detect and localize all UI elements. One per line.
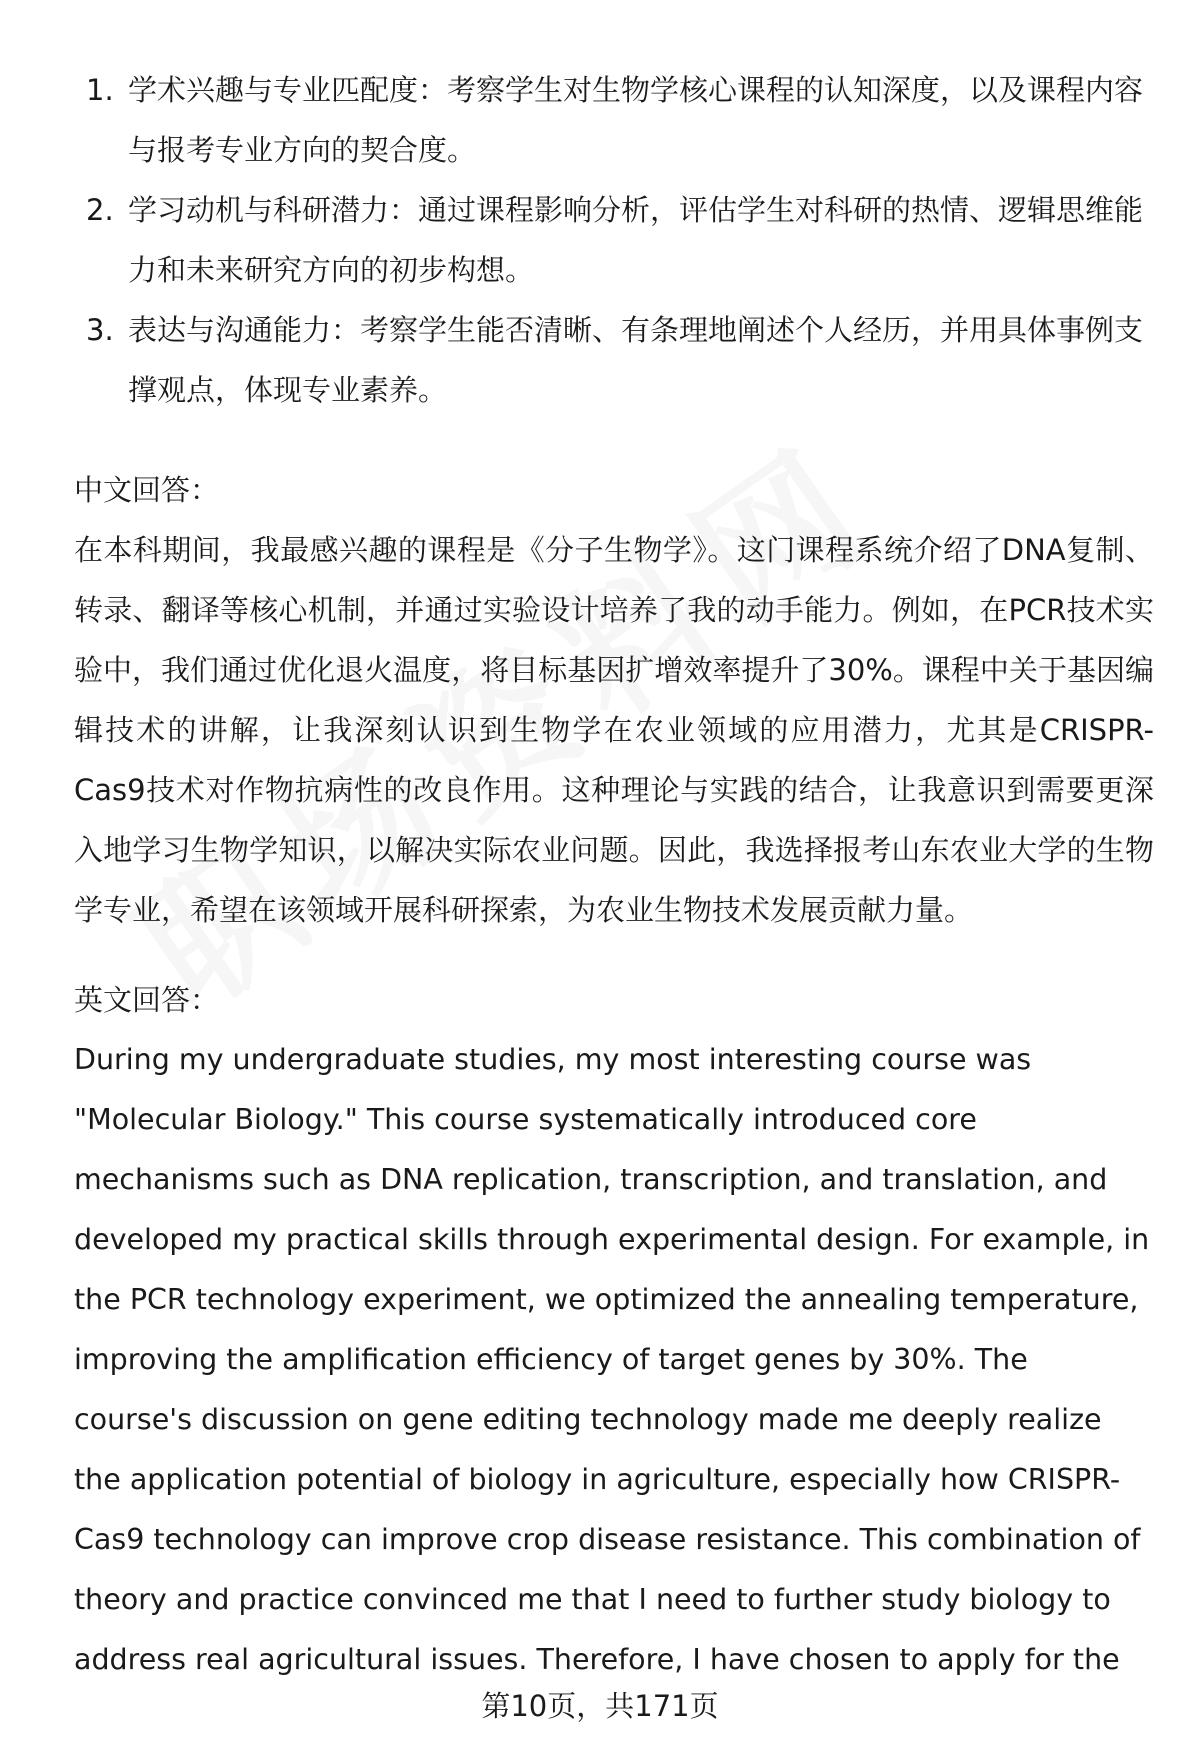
evaluation-criteria-list [74,60,1154,420]
list-item [74,180,1154,300]
list-item-number: 1. [86,73,114,107]
list-item [74,300,1154,420]
list-item-text: 学习动机与科研潜力：通过课程影响分析，评估学生对科研的热情、逻辑思维能力和未来研究方向的初步构想。 [128,193,1144,287]
list-item [74,60,1154,180]
page-content [74,60,1154,1690]
chinese-answer-label: 中文回答： [74,473,220,507]
list-item-text: 表达与沟通能力：考察学生能否清晰、有条理地阐述个人经历，并用具体事例支撑观点，体现专业素养。 [128,313,1144,407]
list-item-number: 2. [86,193,114,227]
page-number: 第10页，共171页 [481,1689,719,1723]
chinese-answer-text: 在本科期间，我最感兴趣的课程是《分子生物学》。这门课程系统介绍了DNA复制、转录、翻译等核心机制，并通过实验设计培养了我的动手能力。例如，在PCR技术实验中，我们通过优化退火温度，将目标基因扩增效率提升了30%。课程中关于基因编辑技术的讲解，让我深刻认识到生物学在农业领域的应用潜力，尤其是CRISPR-Cas9技术对作物抗病性的改良作用。这种理论与实践的结合，让我意识到需要更深入地学习生物学知识，以解决实际农业问题。因此，我选择报考山东农业大学的生物学专业，希望在该领域开展科研探索，为农业生物技术发展贡献力量。 [74,533,1154,927]
list-item-text: 学术兴趣与专业匹配度：考察学生对生物学核心课程的认知深度，以及课程内容与报考专业方向的契合度。 [128,73,1144,167]
english-answer-text: During my undergraduate studies, my most interesting course was "Molecular Biology." This course systematically introduced core mechanisms such as DNA replication, transcription, and translation, and developed my practical skills through experimental design. For example, in the PCR technology experiment, we optimized the annealing temperature, improving the amplification efficiency of target genes by 30%. The course's discussion on gene editing technology made me deeply realize the application potential of biology in agriculture, especially how CRISPR-Cas9 technology can improve crop disease resistance. This combination of theory and practice convinced me that I need to further study biology to address real agricultural issues. Therefore, I have chosen to apply for the [74,1043,1150,1676]
list-item-number: 3. [86,313,114,347]
english-answer-label: 英文回答： [74,983,220,1017]
